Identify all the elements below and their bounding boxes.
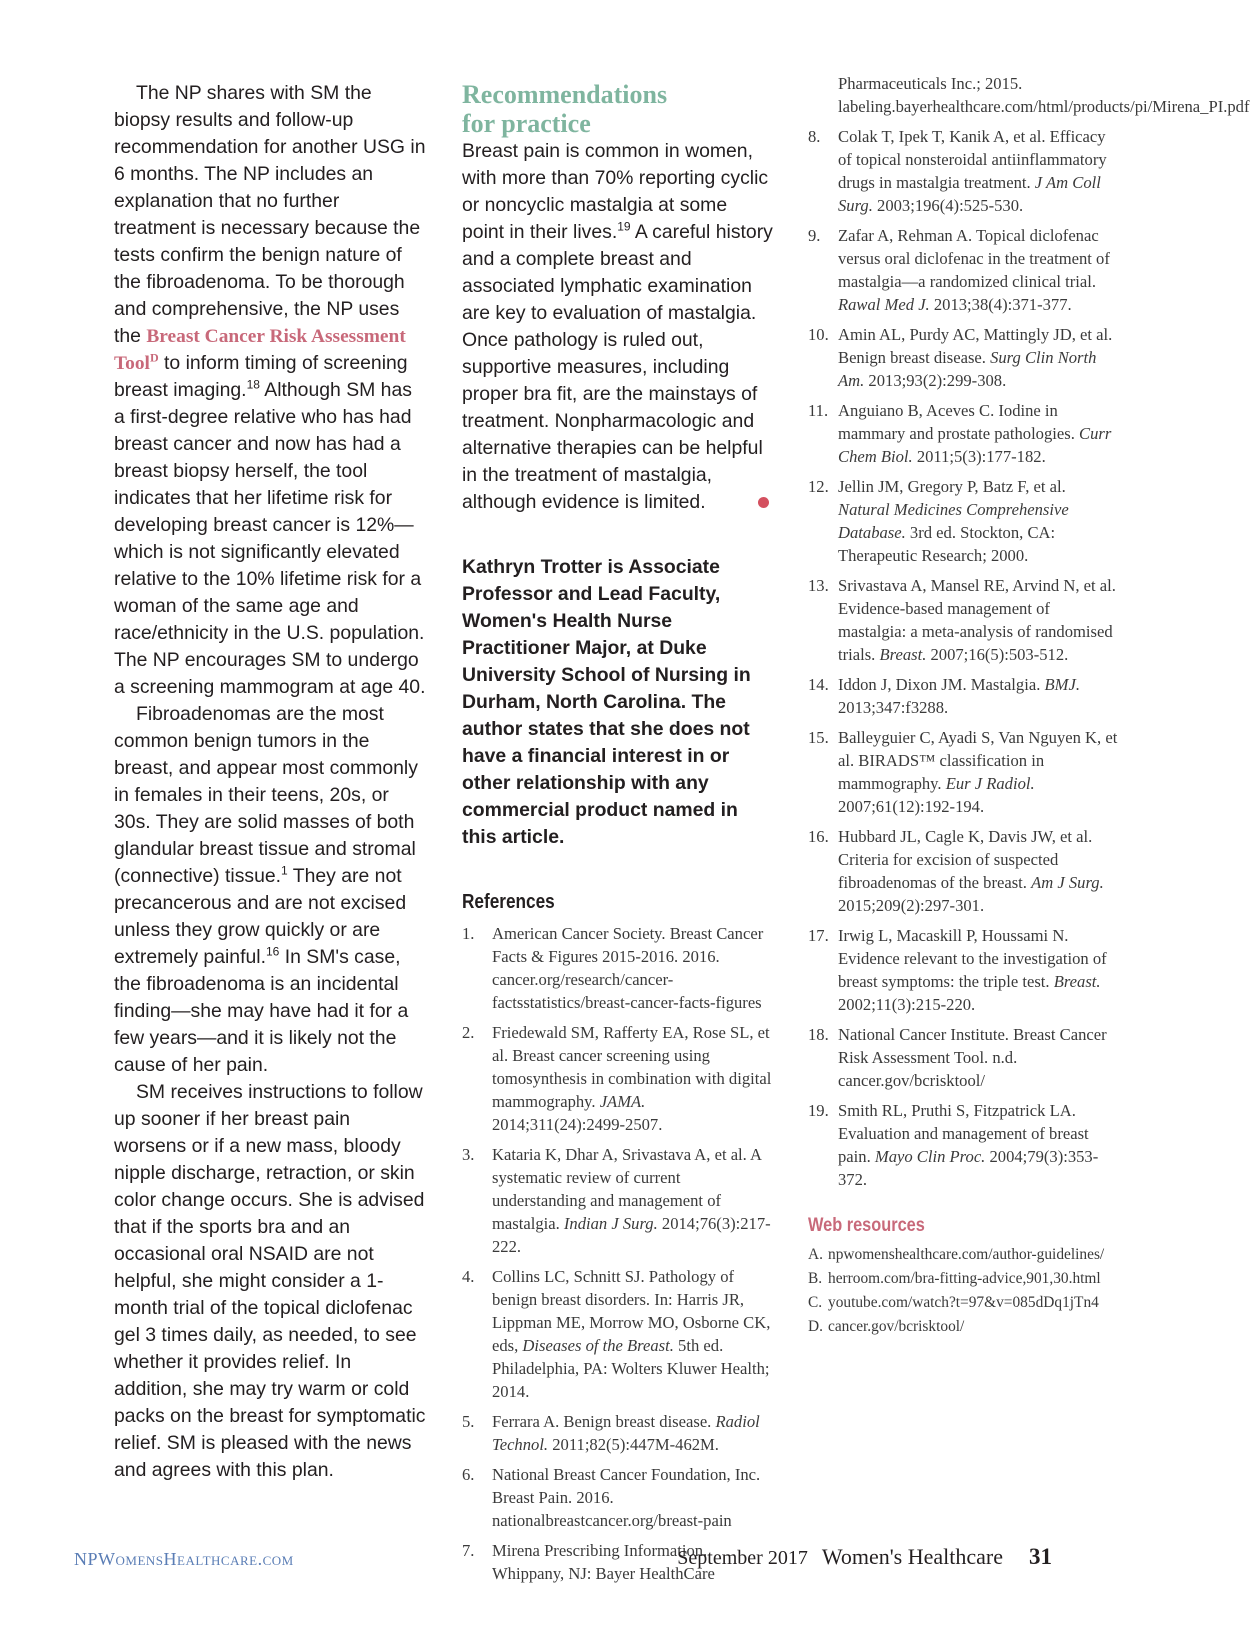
reference-citation: 2015;209(2):297-301. [838,896,985,915]
reference-item [462,1021,774,1136]
body-column-1 [114,80,426,1484]
reference-number: 19. [808,1101,829,1120]
reference-item [462,1143,774,1258]
reference-item [462,1410,774,1456]
reference-journal: Natural Medicines Comprehensive Database. [838,500,1069,542]
reference-text: Srivastava A, Mansel RE, Arvind N, et al. Evidence-based management of mastalgia: a meta-analysis of randomised trials. [838,576,1116,664]
reference-journal: Breast. [1053,972,1101,991]
reference-text: Anguiano B, Aceves C. Iodine in mammary and prostate pathologies. [838,401,1080,443]
reference-7-continued: Pharmaceuticals Inc.; 2015. labeling.bayerhealthcare.com/html/products/pi/Mirena_PI.pdf [838,74,1250,116]
reference-journal: Rawal Med J. [838,295,930,314]
reference-citation: 5th ed. Philadelphia, PA: Wolters Kluwer Health; 2014. [492,1336,770,1401]
reference-item [808,1023,1120,1092]
reference-journal: Surg Clin North Am. [838,348,1097,390]
reference-text: Smith RL, Pruthi S, Fitzpatrick LA. Evaluation and management of breast pain. [838,1101,1089,1166]
reference-item [462,1265,774,1403]
reference-citation: 3rd ed. Stockton, CA: Therapeutic Research; 2000. [838,523,1056,565]
text-span: The NP shares with SM the biopsy results and follow-up recommendation for another USG in 6 months. The NP includes an explanation that no further treatment is necessary because the tests confirm the benign nature of the fibroadenoma. To be thorough and comprehensive, the NP uses the [114,82,426,347]
web-resource-url: cancer.gov/bcrisktool/ [828,1318,965,1335]
reference-journal: JAMA. [599,1092,646,1111]
reference-item [808,323,1120,392]
citation-sup: 1 [281,863,288,878]
reference-number: 3. [462,1145,475,1164]
reference-number: 15. [808,728,829,747]
reference-text: National Cancer Institute. Breast Cancer Risk Assessment Tool. n.d. cancer.gov/bcrisktool/ [838,1025,1107,1090]
author-bio: Kathryn Trotter is Associate Professor and Lead Faculty, Women's Health Nurse Practitioner Major, at Duke University School of Nursing in Durham, North Carolina. The author states that she does not have a financial interest in or other relationship with any commercial product named in this article. [462,556,751,848]
reference-text: Ferrara A. Benign breast disease. [492,1412,716,1431]
reference-item [808,924,1120,1016]
reference-number: 16. [808,827,829,846]
web-resource-item[interactable] [808,1245,1120,1265]
text-span: A careful history and a complete breast and associated lymphatic examination are key to evaluation of mastalgia. Once pathology is ruled out, supportive measures, including proper bra fit, are the mainstays of treatment. Nonpharmacologic and alternative therapies can be helpful in the treatment of mastalgia, although evidence is limited. [462,221,773,513]
body-column-3 [808,72,1250,1341]
reference-item [808,726,1120,818]
reference-text: Balleyguier C, Ayadi S, Van Nguyen K, et al. BIRADS™ classification in mammography. [838,728,1118,793]
reference-journal: J Am Coll Surg. [838,173,1101,215]
reference-number: 17. [808,926,829,945]
reference-text: Collins LC, Schnitt SJ. Pathology of benign breast disorders. In: Harris JR, Lippman ME, Morrow MO, Osborne CK, eds, [492,1267,771,1355]
footer-date: September 2017 [677,1547,808,1569]
reference-number: 18. [808,1025,829,1044]
reference-number: 11. [808,401,829,420]
web-resource-letter: D. [808,1318,823,1335]
text-span: to inform timing of screening breast imaging. [114,352,408,401]
web-resource-url: youtube.com/watch?t=97&v=085dDq1jTn4 [828,1294,1099,1311]
reference-journal: Diseases of the Breast. [522,1336,674,1355]
reference-citation: 2004;79(3):353-372. [838,1147,1099,1189]
reference-item [808,1099,1120,1191]
reference-citation: 2011;5(3):177-182. [912,447,1046,466]
reference-number: 9. [808,226,821,245]
footer-site[interactable] [74,1549,294,1570]
reference-item [808,574,1120,666]
text-span: Although SM has a first-degree relative who has had breast cancer and now has had a breast biopsy herself, the tool indicates that her lifetime risk for developing breast cancer is 12%—which is not significantly elevated relative to the 10% lifetime risk for a woman of the same age and race/ethnicity in the U.S. population. The NP encourages SM to undergo a screening mammogram at age 40. [114,379,426,698]
web-resource-item[interactable] [808,1293,1120,1313]
reference-text: Colak T, Ipek T, Kanik A, et al. Efficacy of topical nonsteroidal antiinflammatory drugs in mastalgia treatment. [838,127,1107,192]
reference-citation: 2013;347:f3288. [838,698,949,717]
link-text: Breast Cancer Risk Assessment Tool [114,326,406,374]
web-resource-item[interactable] [808,1317,1120,1337]
recommendations-text [462,138,774,516]
reference-item [808,224,1120,316]
reference-text: Iddon J, Dixon JM. Mastalgia. [838,675,1045,694]
footer-info [677,1544,1052,1570]
reference-number: 6. [462,1465,475,1484]
web-resource-letter: C. [808,1294,823,1311]
reference-text: National Breast Cancer Foundation, Inc. Breast Pain. 2016. nationalbreastcancer.org/breast-pain [492,1465,761,1530]
web-resource-item[interactable] [808,1269,1120,1289]
reference-text: Kataria K, Dhar A, Srivastava A, et al. A systematic review of current understanding and management of mastalgia. [492,1145,762,1233]
reference-text: Zafar A, Rehman A. Topical diclofenac versus oral diclofenac in the treatment of mastalgia—a randomized clinical trial. [838,226,1110,291]
reference-journal: Am J Surg. [1031,873,1104,892]
heading-line: for practice [462,109,591,138]
citation-sup: 19 [617,219,631,234]
reference-item [462,1463,774,1532]
web-resources-list [808,1245,1120,1337]
reference-citation: 2014;311(24):2499-2507. [492,1115,663,1134]
paragraph-1 [114,80,426,701]
body-column-2 [462,80,774,1592]
reference-citation: 2007;61(12):192-194. [838,797,985,816]
page-number: 31 [1029,1544,1052,1569]
reference-number: 4. [462,1267,475,1286]
citation-sup: 16 [265,944,280,959]
reference-journal: Mayo Clin Proc. [874,1147,986,1166]
reference-number: 2. [462,1023,475,1042]
reference-item [808,475,1120,567]
recommendations-heading [462,80,774,138]
reference-text: Irwig L, Macaskill P, Houssami N. Evidence relevant to the investigation of breast symptoms: the triple test. [838,926,1107,991]
reference-item [808,125,1120,217]
reference-text: Friedewald SM, Rafferty EA, Rose SL, et al. Breast cancer screening using tomosynthesis in combination with digital mammography. [492,1023,772,1111]
web-resource-url: herroom.com/bra-fitting-advice,901,30.html [828,1270,1101,1287]
text-span: Fibroadenomas are the most common benign tumors in the breast, and appear most commonly in females in their teens, 20s, or 30s. They are solid masses of both glandular breast tissue and stromal (connective) tissue. [114,703,418,887]
reference-citation: 2014;76(3):217-222. [492,1214,771,1256]
references-heading: References [462,891,555,913]
reference-journal: Radiol Technol. [492,1412,760,1454]
reference-citation: 2013;93(2):299-308. [864,371,1007,390]
reference-text: Hubbard JL, Cagle K, Davis JW, et al. Criteria for excision of suspected fibroadenomas of the breast. [838,827,1093,892]
reference-number: 14. [808,675,829,694]
paragraph-3: SM receives instructions to follow up sooner if her breast pain worsens or if a new mass, bloody nipple discharge, retraction, or skin color change occurs. She is advised that if the sports bra and an occasional oral NSAID are not helpful, she might consider a 1-month trial of the topical diclofenac gel 3 times daily, as needed, to see whether it provides relief. In addition, she may try warm or cold packs on the breast for symptomatic relief. SM is pleased with the news and agrees with this plan. [114,1081,426,1481]
reference-text: Jellin JM, Gregory P, Batz F, et al. [838,477,1066,496]
footer-magazine: Women's Healthcare [821,1544,1003,1569]
reference-text: Mirena Prescribing Information. Whippany, NJ: Bayer HealthCare [492,1541,715,1583]
web-resource-letter: B. [808,1270,823,1287]
reference-text: American Cancer Society. Breast Cancer Facts & Figures 2015-2016. 2016. cancer.org/research/cancer-factsstatistics/breast-cancer-facts-figures [492,924,764,1012]
reference-number: 13. [808,576,829,595]
reference-journal: BMJ. [1044,675,1080,694]
text-span: They are not precancerous and are not excised unless they grow quickly or are extremely painful. [114,865,407,968]
web-resource-url: npwomenshealthcare.com/author-guidelines/ [828,1246,1105,1263]
reference-number: 7. [462,1541,475,1560]
reference-journal: Indian J Surg. [563,1214,658,1233]
reference-text: Amin AL, Purdy AC, Mattingly JD, et al. Benign breast disease. [838,325,1113,367]
references-list [462,922,774,1585]
link-sup: D [149,350,159,365]
reference-number: 10. [808,325,829,344]
reference-item [808,825,1120,917]
reference-item [462,922,774,1014]
reference-item [808,673,1120,719]
footer-site-text: NPWomensHealthcare.com [74,1549,294,1569]
reference-journal: Eur J Radiol. [945,774,1035,793]
citation-sup: 18 [246,377,260,392]
text-span: In SM's case, the fibroadenoma is an incidental finding—she may have had it for a few years—and it is likely not the cause of her pain. [114,946,409,1076]
reference-citation: 2002;11(3):215-220. [838,995,976,1014]
web-resource-letter: A. [808,1246,823,1263]
web-resources-heading: Web resources [808,1215,925,1236]
reference-citation: 2011;82(5):447M-462M. [548,1435,719,1454]
paragraph-2 [114,701,426,1079]
reference-number: 8. [808,127,821,146]
reference-number: 1. [462,924,475,943]
reference-item [808,399,1120,468]
references-list-continued [808,125,1120,1191]
reference-number: 5. [462,1412,475,1431]
reference-journal: Curr Chem Biol. [838,424,1112,466]
text-span: Breast pain is common in women, with more than 70% reporting cyclic or noncyclic mastalgia at some point in their lives. [462,140,769,243]
reference-journal: Breast. [879,645,927,664]
end-of-article-icon [758,497,769,508]
reference-citation: 2013;38(4):371-377. [929,295,1072,314]
reference-number: 12. [808,477,829,496]
heading-line: Recommendations [462,80,668,109]
reference-citation: 2007;16(5):503-512. [926,645,1069,664]
reference-citation: 2003;196(4):525-530. [872,196,1024,215]
